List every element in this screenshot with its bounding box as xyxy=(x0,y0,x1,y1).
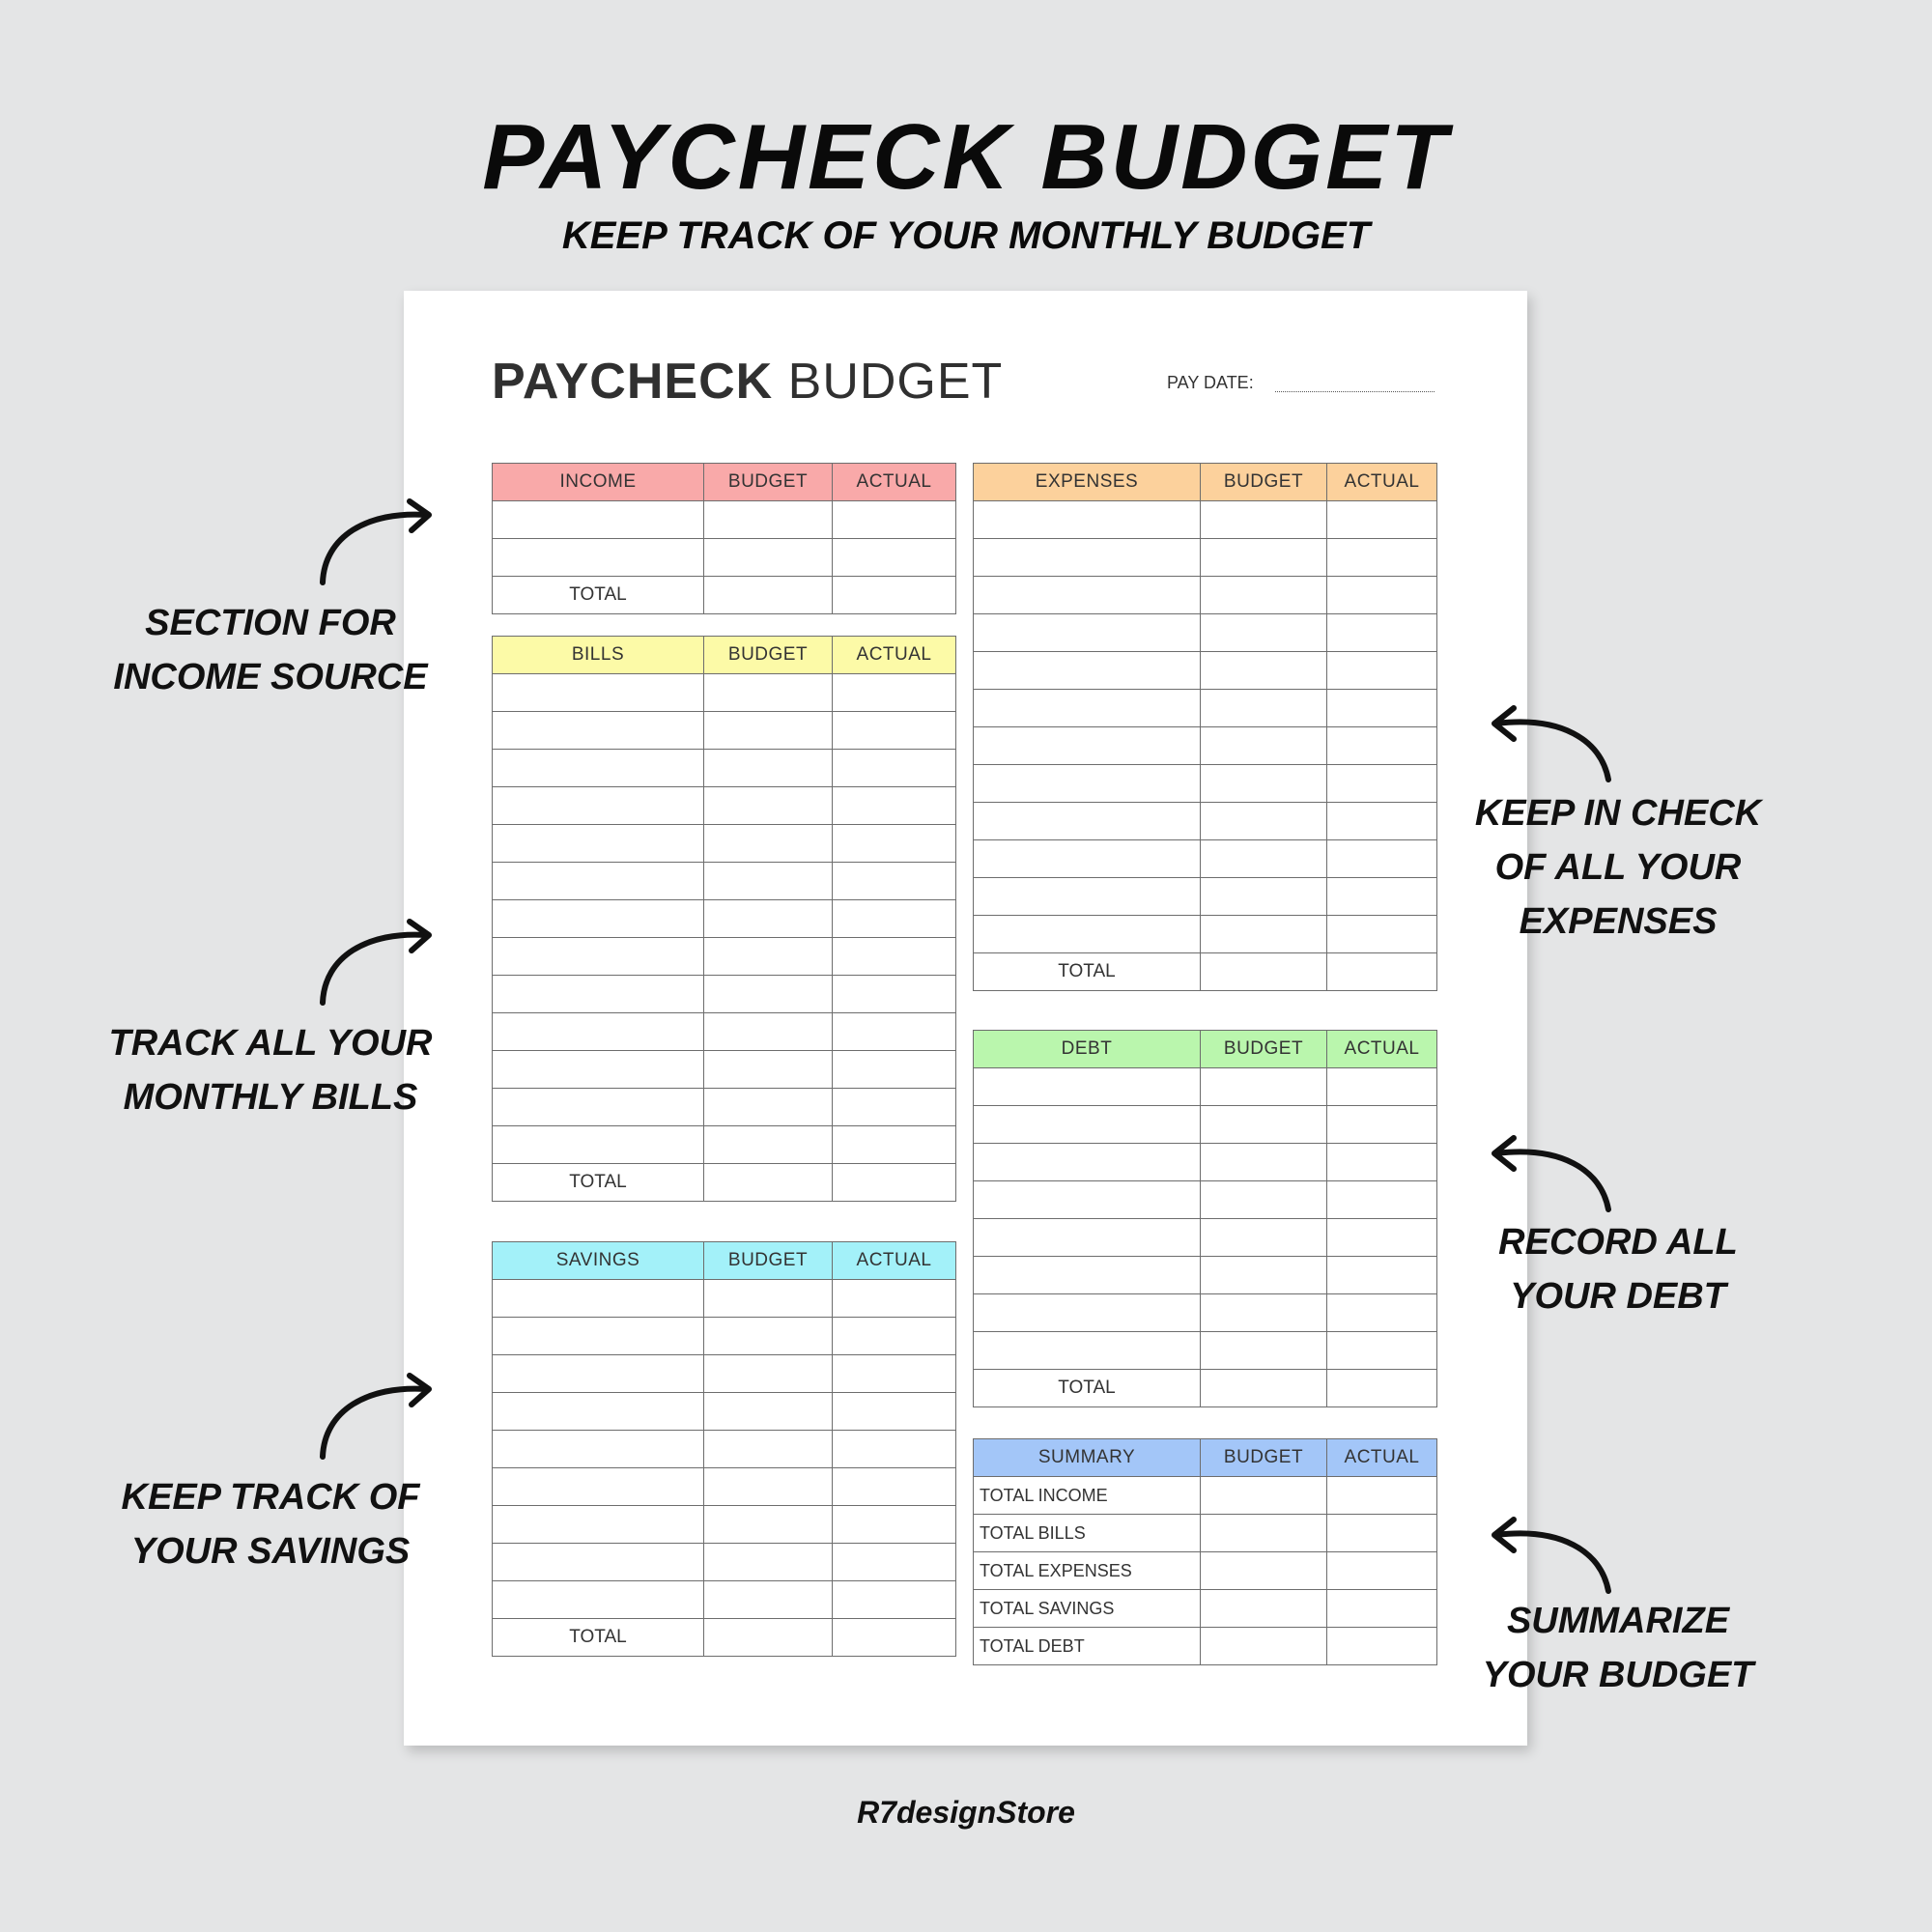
entry-cell[interactable] xyxy=(1201,916,1327,953)
entry-cell[interactable] xyxy=(704,1431,833,1468)
entry-cell[interactable] xyxy=(1201,501,1327,539)
entry-cell[interactable] xyxy=(833,539,956,577)
entry-cell[interactable] xyxy=(833,674,956,712)
entry-cell[interactable] xyxy=(493,1355,704,1393)
entry-cell[interactable] xyxy=(493,976,704,1013)
arrow-expenses-icon xyxy=(1483,700,1613,797)
table-row xyxy=(493,1051,956,1089)
entry-cell[interactable] xyxy=(704,1318,833,1355)
annotation-income xyxy=(58,596,483,704)
entry-cell[interactable] xyxy=(833,938,956,976)
entry-cell[interactable] xyxy=(493,1506,704,1544)
entry-cell[interactable] xyxy=(704,787,833,825)
entry-cell[interactable] xyxy=(974,1181,1201,1219)
entry-cell[interactable] xyxy=(493,1126,704,1164)
entry-cell[interactable] xyxy=(704,1506,833,1544)
entry-cell[interactable] xyxy=(704,712,833,750)
entry-cell[interactable] xyxy=(974,1294,1201,1332)
pay-date-line xyxy=(1275,391,1435,392)
entry-cell[interactable] xyxy=(1201,878,1327,916)
table-row xyxy=(493,900,956,938)
summary-header-actual: ACTUAL xyxy=(1327,1439,1437,1477)
sheet-title-bold: PAYCHECK xyxy=(492,354,774,410)
income-table xyxy=(492,463,956,614)
table-row xyxy=(493,1318,956,1355)
entry-cell[interactable] xyxy=(974,577,1201,614)
brand-label: R7designStore xyxy=(857,1795,1075,1830)
entry-cell[interactable] xyxy=(1201,690,1327,727)
entry-cell[interactable] xyxy=(1327,1181,1437,1219)
annotation-line: KEEP TRACK OF xyxy=(121,1477,420,1518)
entry-cell[interactable] xyxy=(1327,727,1437,765)
table-row xyxy=(974,916,1437,953)
table-row xyxy=(974,878,1437,916)
summary-header-budget: BUDGET xyxy=(1201,1439,1327,1477)
entry-cell[interactable] xyxy=(1201,1628,1327,1665)
entry-cell[interactable] xyxy=(1327,953,1437,991)
entry-cell[interactable] xyxy=(493,1318,704,1355)
entry-cell[interactable] xyxy=(833,1318,956,1355)
entry-cell[interactable] xyxy=(833,501,956,539)
income-header-budget: BUDGET xyxy=(704,464,833,501)
table-row xyxy=(974,1590,1437,1628)
table-row xyxy=(974,652,1437,690)
entry-cell[interactable] xyxy=(1201,1144,1327,1181)
expenses-table xyxy=(973,463,1437,991)
entry-cell[interactable] xyxy=(833,577,956,614)
summary-header-label: SUMMARY xyxy=(974,1439,1201,1477)
entry-cell[interactable] xyxy=(1327,1370,1437,1407)
entry-cell[interactable] xyxy=(704,1164,833,1202)
entry-cell[interactable] xyxy=(704,674,833,712)
row-label: TOTAL xyxy=(974,1370,1201,1407)
entry-cell[interactable] xyxy=(833,1089,956,1126)
row-label: TOTAL xyxy=(493,1164,704,1202)
table-row xyxy=(493,1506,956,1544)
bills-header-label: BILLS xyxy=(493,637,704,674)
row-label: TOTAL xyxy=(493,1619,704,1657)
table-row xyxy=(974,690,1437,727)
annotation-line: INCOME SOURCE xyxy=(113,657,428,697)
entry-cell[interactable] xyxy=(833,1355,956,1393)
income-header-actual: ACTUAL xyxy=(833,464,956,501)
annotation-line: SECTION FOR xyxy=(145,603,396,643)
entry-cell[interactable] xyxy=(1327,1515,1437,1552)
entry-cell[interactable] xyxy=(493,750,704,787)
entry-cell[interactable] xyxy=(1327,1477,1437,1515)
entry-cell[interactable] xyxy=(704,1126,833,1164)
row-label: TOTAL INCOME xyxy=(974,1477,1201,1515)
entry-cell[interactable] xyxy=(1327,501,1437,539)
row-label: TOTAL BILLS xyxy=(974,1515,1201,1552)
entry-cell[interactable] xyxy=(974,1219,1201,1257)
entry-cell[interactable] xyxy=(493,825,704,863)
annotation-bills xyxy=(58,1016,483,1124)
entry-cell[interactable] xyxy=(833,1013,956,1051)
hero-title: PAYCHECK BUDGET xyxy=(482,105,1450,209)
entry-cell[interactable] xyxy=(1327,1552,1437,1590)
table-row xyxy=(974,765,1437,803)
table-row xyxy=(493,1468,956,1506)
entry-cell[interactable] xyxy=(1201,727,1327,765)
table-row xyxy=(974,1628,1437,1665)
entry-cell[interactable] xyxy=(1201,1590,1327,1628)
savings-header-budget: BUDGET xyxy=(704,1242,833,1280)
entry-cell[interactable] xyxy=(1201,1332,1327,1370)
table-row xyxy=(493,1393,956,1431)
entry-cell[interactable] xyxy=(974,501,1201,539)
entry-cell[interactable] xyxy=(1327,1106,1437,1144)
entry-cell[interactable] xyxy=(974,690,1201,727)
annotation-line: KEEP IN CHECK xyxy=(1474,793,1762,834)
row-label: TOTAL SAVINGS xyxy=(974,1590,1201,1628)
entry-cell[interactable] xyxy=(1327,539,1437,577)
entry-cell[interactable] xyxy=(1201,1477,1327,1515)
row-label: TOTAL xyxy=(493,577,704,614)
expenses-header-label: EXPENSES xyxy=(974,464,1201,501)
entry-cell[interactable] xyxy=(493,938,704,976)
entry-cell[interactable] xyxy=(974,1068,1201,1106)
table-row xyxy=(493,712,956,750)
entry-cell[interactable] xyxy=(704,1581,833,1619)
header-row xyxy=(974,1439,1437,1477)
entry-cell[interactable] xyxy=(833,1393,956,1431)
entry-cell[interactable] xyxy=(704,1051,833,1089)
header-row xyxy=(493,637,956,674)
entry-cell[interactable] xyxy=(493,712,704,750)
entry-cell[interactable] xyxy=(1327,1068,1437,1106)
bills-header-budget: BUDGET xyxy=(704,637,833,674)
entry-cell[interactable] xyxy=(493,1089,704,1126)
entry-cell[interactable] xyxy=(704,938,833,976)
entry-cell[interactable] xyxy=(493,1280,704,1318)
entry-cell[interactable] xyxy=(1201,953,1327,991)
table-row xyxy=(493,1355,956,1393)
entry-cell[interactable] xyxy=(493,1431,704,1468)
entry-cell[interactable] xyxy=(704,1468,833,1506)
entry-cell[interactable] xyxy=(1327,1144,1437,1181)
savings-header-actual: ACTUAL xyxy=(833,1242,956,1280)
entry-cell[interactable] xyxy=(1201,614,1327,652)
entry-cell[interactable] xyxy=(833,1506,956,1544)
table-row xyxy=(493,938,956,976)
table-row xyxy=(974,1515,1437,1552)
table-row xyxy=(493,501,956,539)
summary-table xyxy=(973,1438,1437,1665)
entry-cell[interactable] xyxy=(833,1164,956,1202)
annotation-line: TRACK ALL YOUR xyxy=(108,1023,433,1064)
table-row xyxy=(493,1544,956,1581)
entry-cell[interactable] xyxy=(974,765,1201,803)
entry-cell[interactable] xyxy=(833,712,956,750)
row-label: TOTAL EXPENSES xyxy=(974,1552,1201,1590)
total-row xyxy=(974,1370,1437,1407)
entry-cell[interactable] xyxy=(974,727,1201,765)
annotation-line: EXPENSES xyxy=(1519,901,1718,942)
debt-header-actual: ACTUAL xyxy=(1327,1031,1437,1068)
table-row xyxy=(493,1431,956,1468)
entry-cell[interactable] xyxy=(704,825,833,863)
annotation-line: OF ALL YOUR xyxy=(1494,847,1742,888)
table-row xyxy=(974,1477,1437,1515)
entry-cell[interactable] xyxy=(704,1619,833,1657)
entry-cell[interactable] xyxy=(493,1468,704,1506)
entry-cell[interactable] xyxy=(833,1468,956,1506)
table-row xyxy=(493,1013,956,1051)
arrow-savings-icon xyxy=(309,1372,440,1468)
entry-cell[interactable] xyxy=(493,539,704,577)
entry-cell[interactable] xyxy=(974,840,1201,878)
annotation-line: SUMMARIZE xyxy=(1506,1601,1730,1641)
entry-cell[interactable] xyxy=(833,1051,956,1089)
entry-cell[interactable] xyxy=(1201,840,1327,878)
savings-header-label: SAVINGS xyxy=(493,1242,704,1280)
table-row xyxy=(974,501,1437,539)
entry-cell[interactable] xyxy=(493,787,704,825)
entry-cell[interactable] xyxy=(704,1089,833,1126)
entry-cell[interactable] xyxy=(833,1581,956,1619)
header-row xyxy=(493,464,956,501)
annotation-line: MONTHLY BILLS xyxy=(123,1077,418,1118)
entry-cell[interactable] xyxy=(974,916,1201,953)
table-row xyxy=(493,1126,956,1164)
entry-cell[interactable] xyxy=(833,1544,956,1581)
arrow-debt-icon xyxy=(1483,1130,1613,1227)
row-label: TOTAL xyxy=(974,953,1201,991)
entry-cell[interactable] xyxy=(1201,1219,1327,1257)
entry-cell[interactable] xyxy=(974,652,1201,690)
table-row xyxy=(974,539,1437,577)
entry-cell[interactable] xyxy=(704,900,833,938)
table-row xyxy=(493,787,956,825)
entry-cell[interactable] xyxy=(833,976,956,1013)
bills-header-actual: ACTUAL xyxy=(833,637,956,674)
entry-cell[interactable] xyxy=(1201,577,1327,614)
entry-cell[interactable] xyxy=(493,501,704,539)
annotation-line: YOUR BUDGET xyxy=(1482,1655,1754,1695)
total-row xyxy=(493,577,956,614)
entry-cell[interactable] xyxy=(1201,1515,1327,1552)
row-label: TOTAL DEBT xyxy=(974,1628,1201,1665)
entry-cell[interactable] xyxy=(493,1051,704,1089)
entry-cell[interactable] xyxy=(493,863,704,900)
entry-cell[interactable] xyxy=(704,1280,833,1318)
header-row xyxy=(493,1242,956,1280)
entry-cell[interactable] xyxy=(704,577,833,614)
entry-cell[interactable] xyxy=(1327,614,1437,652)
table-row xyxy=(974,1181,1437,1219)
table-row xyxy=(974,1144,1437,1181)
annotation-summary xyxy=(1406,1594,1831,1702)
table-row xyxy=(493,750,956,787)
debt-table xyxy=(973,1030,1437,1407)
entry-cell[interactable] xyxy=(974,1144,1201,1181)
entry-cell[interactable] xyxy=(1201,1181,1327,1219)
entry-cell[interactable] xyxy=(1201,1068,1327,1106)
annotation-expenses xyxy=(1406,786,1831,949)
entry-cell[interactable] xyxy=(704,976,833,1013)
total-row xyxy=(493,1164,956,1202)
entry-cell[interactable] xyxy=(833,825,956,863)
entry-cell[interactable] xyxy=(1201,803,1327,840)
entry-cell[interactable] xyxy=(974,878,1201,916)
entry-cell[interactable] xyxy=(493,1544,704,1581)
entry-cell[interactable] xyxy=(704,501,833,539)
entry-cell[interactable] xyxy=(704,1393,833,1431)
entry-cell[interactable] xyxy=(1327,690,1437,727)
entry-cell[interactable] xyxy=(833,1126,956,1164)
entry-cell[interactable] xyxy=(704,1013,833,1051)
entry-cell[interactable] xyxy=(704,750,833,787)
entry-cell[interactable] xyxy=(704,1355,833,1393)
savings-table xyxy=(492,1241,956,1657)
total-row xyxy=(974,953,1437,991)
annotation-debt xyxy=(1406,1215,1831,1323)
table-row xyxy=(974,577,1437,614)
annotation-line: YOUR DEBT xyxy=(1510,1276,1726,1317)
header-row xyxy=(974,464,1437,501)
sheet-title-light: BUDGET xyxy=(787,354,1004,410)
entry-cell[interactable] xyxy=(974,1332,1201,1370)
entry-cell[interactable] xyxy=(1201,1257,1327,1294)
entry-cell[interactable] xyxy=(1201,765,1327,803)
hero-subtitle: KEEP TRACK OF YOUR MONTHLY BUDGET xyxy=(561,214,1371,257)
table-row xyxy=(493,539,956,577)
entry-cell[interactable] xyxy=(1201,1370,1327,1407)
arrow-income-icon xyxy=(309,497,440,594)
entry-cell[interactable] xyxy=(1201,1552,1327,1590)
table-row xyxy=(974,1068,1437,1106)
entry-cell[interactable] xyxy=(833,900,956,938)
table-row xyxy=(974,1332,1437,1370)
arrow-bills-icon xyxy=(309,918,440,1014)
table-row xyxy=(974,1106,1437,1144)
table-row xyxy=(974,1294,1437,1332)
entry-cell[interactable] xyxy=(1201,1294,1327,1332)
entry-cell[interactable] xyxy=(833,750,956,787)
entry-cell[interactable] xyxy=(974,1257,1201,1294)
expenses-header-actual: ACTUAL xyxy=(1327,464,1437,501)
entry-cell[interactable] xyxy=(1201,539,1327,577)
debt-header-label: DEBT xyxy=(974,1031,1201,1068)
budget-sheet xyxy=(404,291,1527,1746)
entry-cell[interactable] xyxy=(704,539,833,577)
table-row xyxy=(974,1552,1437,1590)
entry-cell[interactable] xyxy=(974,803,1201,840)
entry-cell[interactable] xyxy=(974,539,1201,577)
table-row xyxy=(974,1219,1437,1257)
table-row xyxy=(974,1257,1437,1294)
bills-table xyxy=(492,636,956,1202)
entry-cell[interactable] xyxy=(493,1581,704,1619)
entry-cell[interactable] xyxy=(1327,1332,1437,1370)
entry-cell[interactable] xyxy=(833,787,956,825)
table-row xyxy=(493,825,956,863)
table-row xyxy=(974,840,1437,878)
entry-cell[interactable] xyxy=(493,900,704,938)
entry-cell[interactable] xyxy=(1201,1106,1327,1144)
entry-cell[interactable] xyxy=(974,1106,1201,1144)
entry-cell[interactable] xyxy=(493,1393,704,1431)
table-row xyxy=(974,614,1437,652)
table-row xyxy=(493,1280,956,1318)
table-row xyxy=(493,674,956,712)
entry-cell[interactable] xyxy=(493,1013,704,1051)
table-row xyxy=(974,727,1437,765)
table-row xyxy=(493,1089,956,1126)
annotation-line: YOUR SAVINGS xyxy=(130,1531,411,1572)
entry-cell[interactable] xyxy=(1327,577,1437,614)
table-row xyxy=(493,863,956,900)
income-header-label: INCOME xyxy=(493,464,704,501)
entry-cell[interactable] xyxy=(974,614,1201,652)
table-row xyxy=(493,976,956,1013)
entry-cell[interactable] xyxy=(833,1619,956,1657)
entry-cell[interactable] xyxy=(833,1280,956,1318)
annotation-line: RECORD ALL xyxy=(1498,1222,1738,1263)
entry-cell[interactable] xyxy=(833,1431,956,1468)
expenses-header-budget: BUDGET xyxy=(1201,464,1327,501)
debt-header-budget: BUDGET xyxy=(1201,1031,1327,1068)
entry-cell[interactable] xyxy=(704,1544,833,1581)
entry-cell[interactable] xyxy=(833,863,956,900)
entry-cell[interactable] xyxy=(1201,652,1327,690)
table-row xyxy=(493,1581,956,1619)
table-row xyxy=(974,803,1437,840)
entry-cell[interactable] xyxy=(493,674,704,712)
sheet-title xyxy=(492,353,1003,411)
header-row xyxy=(974,1031,1437,1068)
total-row xyxy=(493,1619,956,1657)
entry-cell[interactable] xyxy=(704,863,833,900)
pay-date-label: PAY DATE: xyxy=(1167,373,1254,392)
entry-cell[interactable] xyxy=(1327,652,1437,690)
annotation-savings xyxy=(58,1470,483,1578)
